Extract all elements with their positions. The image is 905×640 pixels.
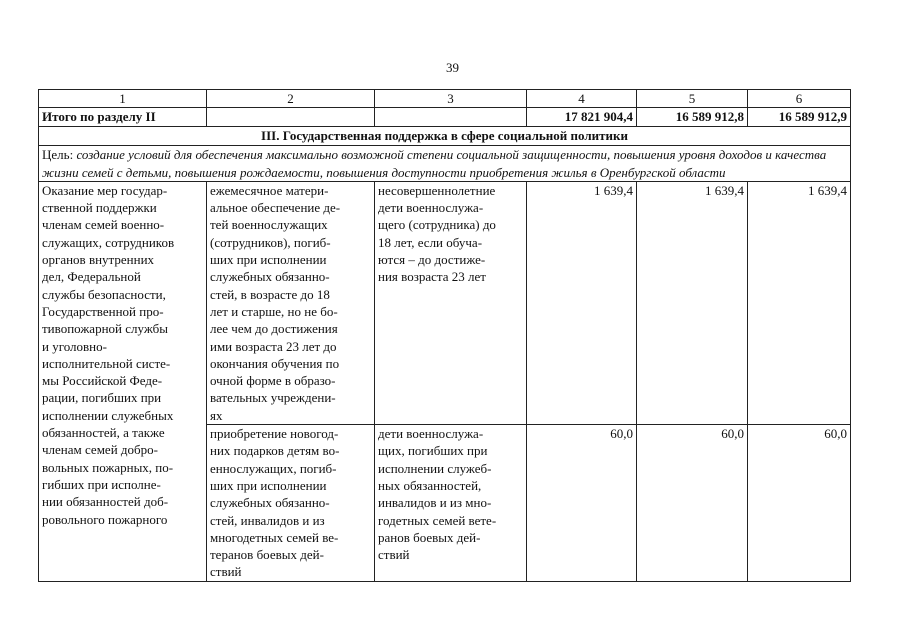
empty-cell: [207, 108, 375, 127]
total-value: 17 821 904,4: [527, 108, 637, 127]
benefit-description: ежемесячное матери- альное обеспечение де- тей военнослужащих (сотрудников), погиб- ших при исполнении служебных обязанно- стей, в возрасте до 18 лет и старше, но не бо- лее чем до достижения ими возраста 23 лет до окончания обучения по очной форме в образо- вательных учреждени- ях: [207, 181, 375, 424]
total-value: 16 589 912,8: [637, 108, 748, 127]
amount-value: 60,0: [527, 425, 637, 582]
amount-value: 60,0: [637, 425, 748, 582]
total-label: Итого по разделу II: [39, 108, 207, 127]
column-number: 1: [39, 90, 207, 108]
table-row: [39, 181, 851, 424]
column-number: 4: [527, 90, 637, 108]
amount-value: 1 639,4: [637, 181, 748, 424]
amount-value: 1 639,4: [527, 181, 637, 424]
benefit-description: приобретение новогод- них подарков детям во- еннослужащих, погиб- ших при исполнении служебных обязанно- стей, инвалидов и из многодетных семей ве- теранов боевых дей- ствий: [207, 425, 375, 582]
goal-text: создание условий для обеспечения максимально возможной степени социальной защищенности, повышения уровня доходов и качества жизни семей с детьми, повышения рождаемости, повышения доступности приобретения жилья в Оренбургской области: [42, 147, 827, 180]
goal-row: [39, 146, 851, 182]
empty-cell: [375, 108, 527, 127]
recipients-description: несовершеннолетние дети военнослужа- щего (сотрудника) до 18 лет, если обуча- ются – до достиже- ния возраста 23 лет: [375, 181, 527, 424]
column-number: 5: [637, 90, 748, 108]
section-heading-row: [39, 127, 851, 146]
funding-table: [38, 89, 851, 582]
goal-cell: [39, 146, 851, 182]
total-row: [39, 108, 851, 127]
total-value: 16 589 912,9: [748, 108, 851, 127]
section-title: III. Государственная поддержка в сфере социальной политики: [39, 127, 851, 146]
amount-value: 1 639,4: [748, 181, 851, 424]
column-number: 3: [375, 90, 527, 108]
column-number: 2: [207, 90, 375, 108]
page-number: 39: [446, 60, 459, 75]
column-number: 6: [748, 90, 851, 108]
measure-description: Оказание мер государ- ственной поддержки членам семей военно- служащих, сотрудников органов внутренних дел, Федеральной службы безопасности, Государственной про- тивопожарной службы и уголовно- исполнительной систе- мы Российской Феде- рации, погибших при исполнении служебных обязанностей, а также членам семей добро- вольных пожарных, по- гибших при исполне- нии обязанностей доб- ровольного пожарного: [39, 181, 207, 581]
amount-value: 60,0: [748, 425, 851, 582]
recipients-description: дети военнослужа- щих, погибших при исполнении служеб- ных обязанностей, инвалидов и из мно- годетных семей вете- ранов боевых дей- ствий: [375, 425, 527, 582]
column-number-row: [39, 90, 851, 108]
goal-prefix: Цель:: [42, 147, 77, 163]
